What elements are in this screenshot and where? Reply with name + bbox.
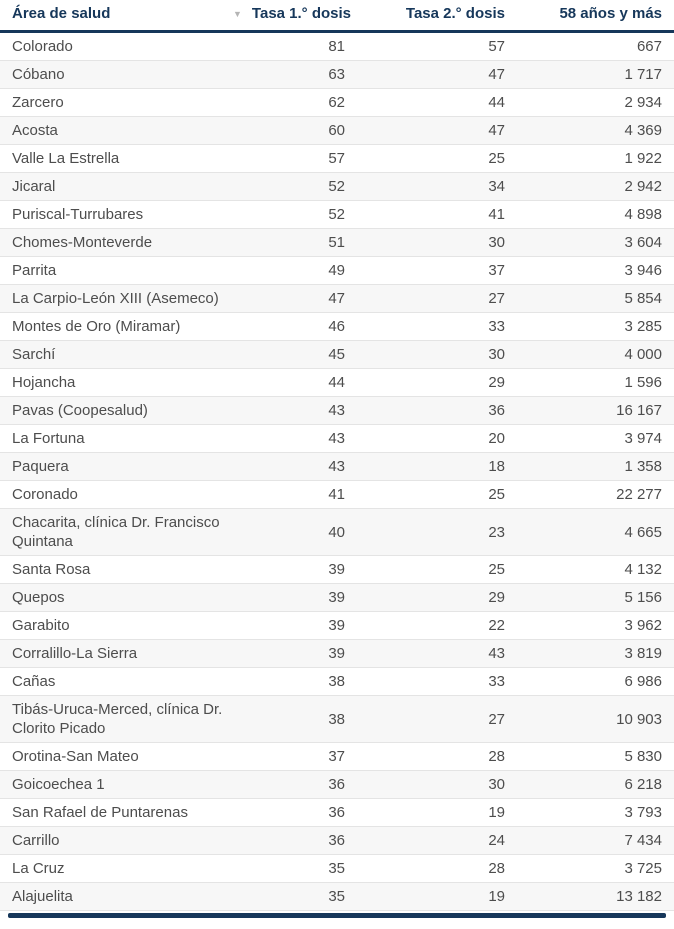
population-58plus-cell: 2 934 <box>505 89 674 117</box>
dose1-rate-cell: 41 <box>233 481 345 509</box>
table-row <box>0 612 674 640</box>
table-row <box>0 481 674 509</box>
population-58plus-cell: 4 898 <box>505 201 674 229</box>
population-58plus-cell: 3 725 <box>505 855 674 883</box>
dose1-rate-cell: 60 <box>233 117 345 145</box>
dose1-rate-cell: 35 <box>233 855 345 883</box>
dose1-rate-cell: 63 <box>233 61 345 89</box>
dose2-rate-cell: 36 <box>345 397 505 425</box>
area-cell: Chacarita, clínica Dr. Francisco Quintana <box>0 509 233 556</box>
population-58plus-cell: 3 285 <box>505 313 674 341</box>
area-cell: Acosta <box>0 117 233 145</box>
dose1-rate-cell: 43 <box>233 397 345 425</box>
area-cell: La Fortuna <box>0 425 233 453</box>
dose1-rate-cell: 37 <box>233 743 345 771</box>
dose2-rate-cell: 29 <box>345 584 505 612</box>
table-row <box>0 855 674 883</box>
table-row <box>0 201 674 229</box>
table-row <box>0 341 674 369</box>
area-cell: Tibás-Uruca-Merced, clínica Dr. Clorito Picado <box>0 696 233 743</box>
dose1-rate-cell: 43 <box>233 425 345 453</box>
dose2-rate-cell: 43 <box>345 640 505 668</box>
population-58plus-cell: 22 277 <box>505 481 674 509</box>
dose1-rate-cell: 62 <box>233 89 345 117</box>
dose2-rate-cell: 27 <box>345 696 505 743</box>
population-58plus-cell: 667 <box>505 32 674 61</box>
column-header-tasa-1-dosis[interactable] <box>233 0 352 32</box>
dose1-rate-cell: 46 <box>233 313 345 341</box>
population-58plus-cell: 10 903 <box>505 696 674 743</box>
dose2-rate-cell: 25 <box>345 556 505 584</box>
table-row <box>0 61 674 89</box>
table-row <box>0 397 674 425</box>
population-58plus-cell: 6 218 <box>505 771 674 799</box>
area-cell: Colorado <box>0 32 233 61</box>
table-row <box>0 453 674 481</box>
area-cell: Valle La Estrella <box>0 145 233 173</box>
table-row <box>0 509 674 556</box>
dose1-rate-cell: 36 <box>233 827 345 855</box>
population-58plus-cell: 4 369 <box>505 117 674 145</box>
population-58plus-cell: 13 182 <box>505 883 674 911</box>
population-58plus-cell: 1 596 <box>505 369 674 397</box>
dose2-rate-cell: 27 <box>345 285 505 313</box>
column-header-58-anos-y-mas[interactable]: 58 años y más <box>505 0 674 32</box>
dose1-rate-cell: 39 <box>233 640 345 668</box>
dose1-rate-cell: 40 <box>233 509 345 556</box>
table-row <box>0 799 674 827</box>
dose1-rate-cell: 39 <box>233 612 345 640</box>
table-row <box>0 117 674 145</box>
dose1-rate-cell: 38 <box>233 696 345 743</box>
dose1-rate-cell: 49 <box>233 257 345 285</box>
area-cell: Jicaral <box>0 173 233 201</box>
area-cell: Chomes-Monteverde <box>0 229 233 257</box>
table-row <box>0 285 674 313</box>
sort-descending-icon: ▼ <box>233 9 242 19</box>
table-row <box>0 743 674 771</box>
table-row <box>0 32 674 61</box>
area-cell: Quepos <box>0 584 233 612</box>
dose1-rate-cell: 35 <box>233 883 345 911</box>
dose2-rate-cell: 29 <box>345 369 505 397</box>
population-58plus-cell: 4 132 <box>505 556 674 584</box>
population-58plus-cell: 1 922 <box>505 145 674 173</box>
table-row <box>0 696 674 743</box>
dose1-rate-cell: 44 <box>233 369 345 397</box>
area-cell: Paquera <box>0 453 233 481</box>
dose1-rate-cell: 39 <box>233 584 345 612</box>
dose2-rate-cell: 25 <box>345 481 505 509</box>
population-58plus-cell: 5 854 <box>505 285 674 313</box>
table-row <box>0 229 674 257</box>
area-cell: Goicoechea 1 <box>0 771 233 799</box>
population-58plus-cell: 5 156 <box>505 584 674 612</box>
area-cell: Pavas (Coopesalud) <box>0 397 233 425</box>
table-row <box>0 425 674 453</box>
dose1-rate-cell: 45 <box>233 341 345 369</box>
area-cell: Santa Rosa <box>0 556 233 584</box>
column-header-tasa-2-dosis[interactable]: Tasa 2.° dosis <box>345 0 505 32</box>
column-header-area-de-salud[interactable]: Área de salud <box>0 0 233 32</box>
dose2-rate-cell: 18 <box>345 453 505 481</box>
area-cell: Cañas <box>0 668 233 696</box>
column-header-label: Tasa 1.° dosis <box>251 5 352 22</box>
dose2-rate-cell: 33 <box>345 668 505 696</box>
area-cell: San Rafael de Puntarenas <box>0 799 233 827</box>
area-cell: Coronado <box>0 481 233 509</box>
area-cell: Alajuelita <box>0 883 233 911</box>
dose1-rate-cell: 51 <box>233 229 345 257</box>
dose1-rate-cell: 36 <box>233 799 345 827</box>
population-58plus-cell: 5 830 <box>505 743 674 771</box>
dose1-rate-cell: 47 <box>233 285 345 313</box>
dose1-rate-cell: 39 <box>233 556 345 584</box>
area-cell: Zarcero <box>0 89 233 117</box>
header-row <box>0 0 674 32</box>
dose2-rate-cell: 44 <box>345 89 505 117</box>
population-58plus-cell: 7 434 <box>505 827 674 855</box>
dose2-rate-cell: 20 <box>345 425 505 453</box>
horizontal-scrollbar-thumb[interactable] <box>8 913 666 918</box>
table-row <box>0 584 674 612</box>
dose2-rate-cell: 19 <box>345 883 505 911</box>
dose2-rate-cell: 30 <box>345 771 505 799</box>
dose1-rate-cell: 57 <box>233 145 345 173</box>
dose2-rate-cell: 47 <box>345 61 505 89</box>
dose2-rate-cell: 30 <box>345 341 505 369</box>
table-row <box>0 257 674 285</box>
dose2-rate-cell: 24 <box>345 827 505 855</box>
population-58plus-cell: 16 167 <box>505 397 674 425</box>
table-row <box>0 313 674 341</box>
dose2-rate-cell: 28 <box>345 855 505 883</box>
area-cell: Garabito <box>0 612 233 640</box>
population-58plus-cell: 1 717 <box>505 61 674 89</box>
population-58plus-cell: 3 962 <box>505 612 674 640</box>
area-cell: Cóbano <box>0 61 233 89</box>
area-cell: Carrillo <box>0 827 233 855</box>
table-row <box>0 883 674 911</box>
dose1-rate-cell: 36 <box>233 771 345 799</box>
population-58plus-cell: 4 000 <box>505 341 674 369</box>
table-row <box>0 668 674 696</box>
population-58plus-cell: 3 819 <box>505 640 674 668</box>
table-row <box>0 89 674 117</box>
population-58plus-cell: 3 793 <box>505 799 674 827</box>
dose2-rate-cell: 28 <box>345 743 505 771</box>
dose2-rate-cell: 47 <box>345 117 505 145</box>
table-row <box>0 173 674 201</box>
table-row <box>0 556 674 584</box>
population-58plus-cell: 6 986 <box>505 668 674 696</box>
dose2-rate-cell: 30 <box>345 229 505 257</box>
table-row <box>0 640 674 668</box>
area-cell: Montes de Oro (Miramar) <box>0 313 233 341</box>
area-cell: Puriscal-Turrubares <box>0 201 233 229</box>
dose2-rate-cell: 19 <box>345 799 505 827</box>
population-58plus-cell: 2 942 <box>505 173 674 201</box>
dose1-rate-cell: 43 <box>233 453 345 481</box>
table-row <box>0 369 674 397</box>
area-cell: La Cruz <box>0 855 233 883</box>
dose2-rate-cell: 23 <box>345 509 505 556</box>
area-cell: Parrita <box>0 257 233 285</box>
dose1-rate-cell: 52 <box>233 201 345 229</box>
population-58plus-cell: 3 974 <box>505 425 674 453</box>
table-row <box>0 145 674 173</box>
dose2-rate-cell: 33 <box>345 313 505 341</box>
area-cell: Orotina-San Mateo <box>0 743 233 771</box>
dose1-rate-cell: 52 <box>233 173 345 201</box>
table-row <box>0 771 674 799</box>
area-cell: Hojancha <box>0 369 233 397</box>
population-58plus-cell: 1 358 <box>505 453 674 481</box>
area-cell: La Carpio-León XIII (Asemeco) <box>0 285 233 313</box>
area-cell: Sarchí <box>0 341 233 369</box>
dose2-rate-cell: 57 <box>345 32 505 61</box>
dose2-rate-cell: 25 <box>345 145 505 173</box>
dose2-rate-cell: 41 <box>345 201 505 229</box>
table-row <box>0 827 674 855</box>
dose2-rate-cell: 22 <box>345 612 505 640</box>
population-58plus-cell: 4 665 <box>505 509 674 556</box>
population-58plus-cell: 3 946 <box>505 257 674 285</box>
area-cell: Corralillo-La Sierra <box>0 640 233 668</box>
dose2-rate-cell: 37 <box>345 257 505 285</box>
population-58plus-cell: 3 604 <box>505 229 674 257</box>
dose2-rate-cell: 34 <box>345 173 505 201</box>
dose1-rate-cell: 38 <box>233 668 345 696</box>
dose1-rate-cell: 81 <box>233 32 345 61</box>
table-body <box>0 32 674 911</box>
